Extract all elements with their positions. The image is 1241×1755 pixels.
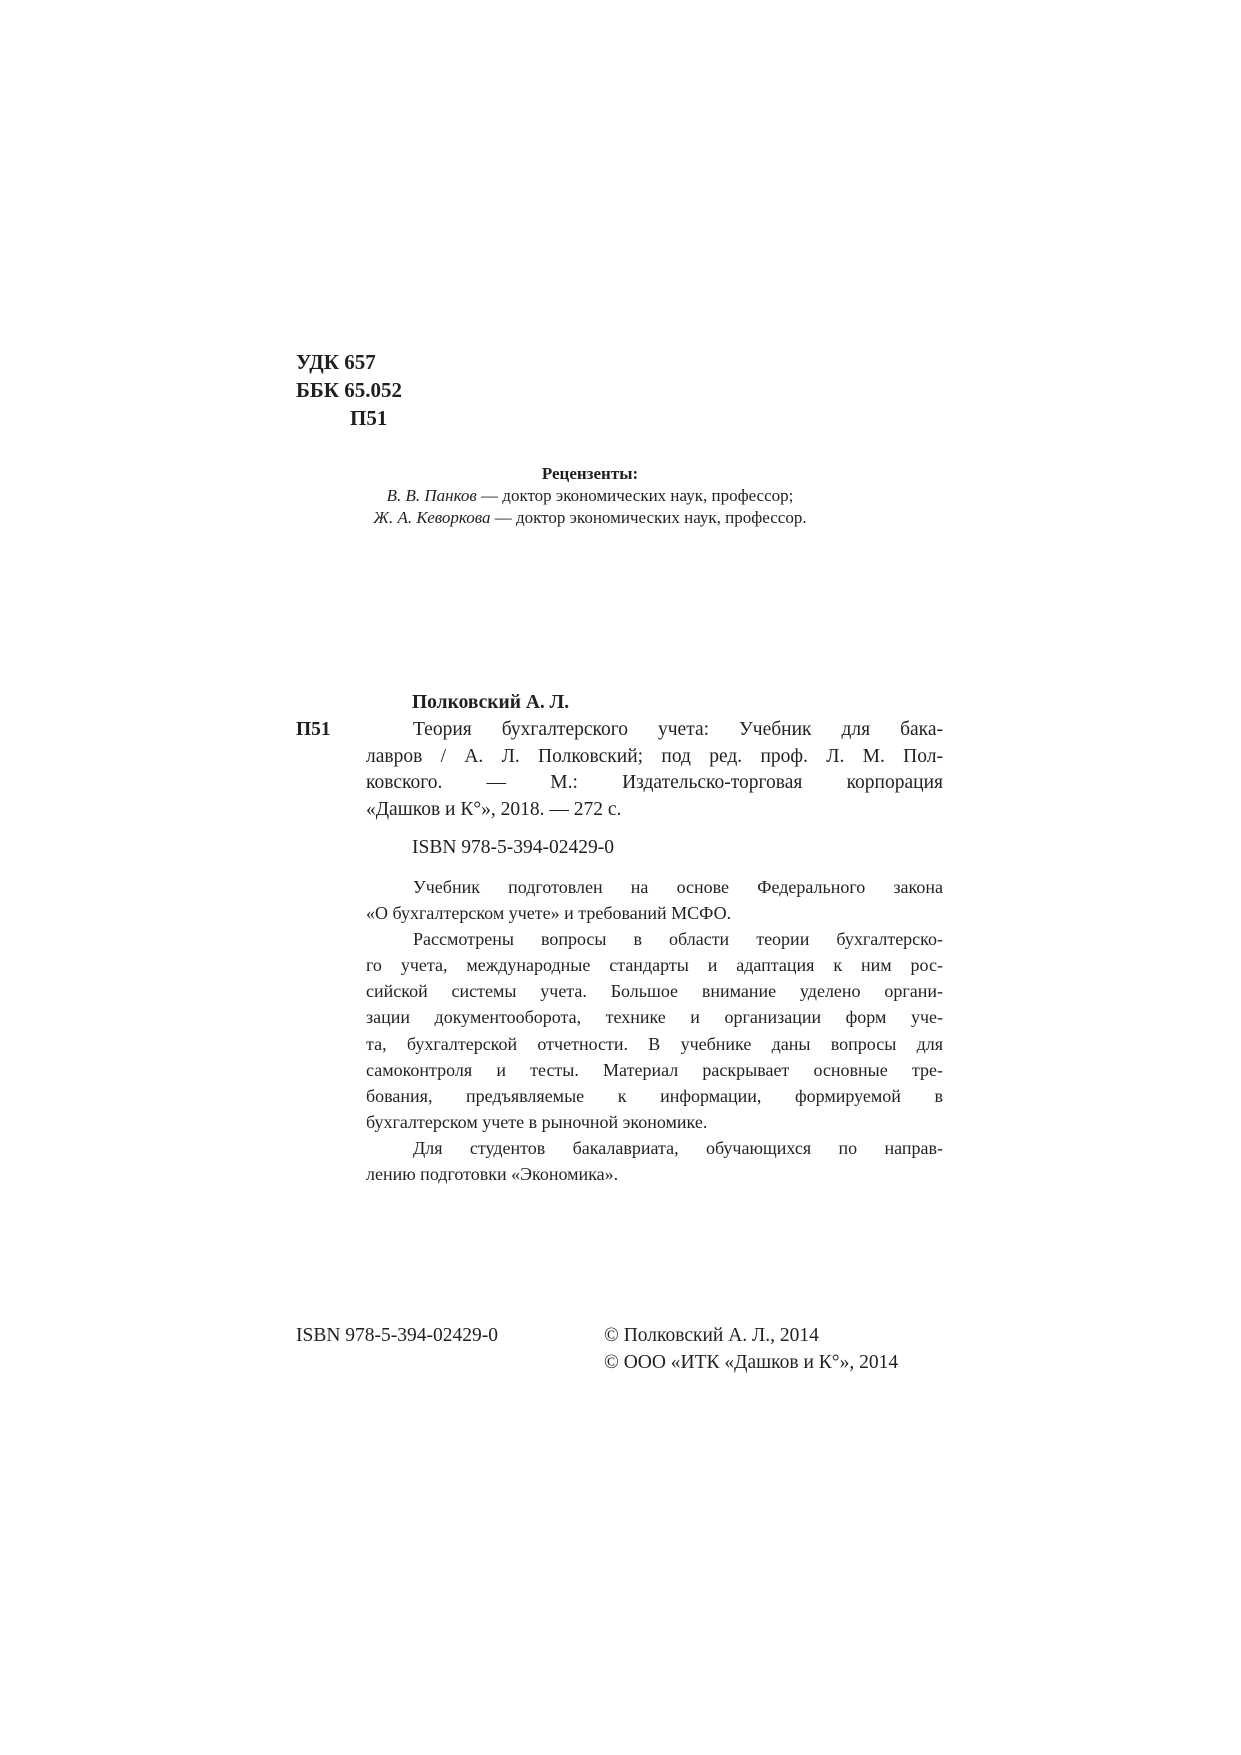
reviewer-1 [300, 485, 880, 507]
abstract-line: зации документооборота, технике и организации форм уче- [366, 1007, 943, 1028]
copyright-line: © Полковский А. Л., 2014 [604, 1325, 819, 1346]
record-line: «Дашков и К°», 2018. — 272 с. [366, 798, 622, 820]
reviewer-2 [300, 507, 880, 529]
udk-code: УДК 657 [296, 350, 376, 374]
bbk-code: ББК 65.052 [296, 378, 402, 402]
abstract-line: лению подготовки «Экономика». [366, 1164, 619, 1185]
abstract-line: бования, предъявляемые к информации, формируемой в [366, 1085, 943, 1106]
reviewer-description: — доктор экономических наук, профессор; [476, 486, 794, 505]
abstract-line: самоконтроля и тесты. Материал раскрывает основные тре- [366, 1059, 943, 1080]
record-line: лавров / А. Л. Полковский; под ред. проф. Л. М. Пол- [366, 745, 943, 767]
record-author-mark: П51 [296, 719, 331, 740]
copyright-line: © ООО «ИТК «Дашков и К°», 2014 [604, 1352, 899, 1373]
record-author: Полковский А. Л. [412, 692, 570, 713]
reviewer-name: Ж. А. Кеворкова [373, 508, 491, 527]
record-description [366, 717, 943, 823]
record-isbn: ISBN 978-5-394-02429-0 [412, 837, 615, 858]
abstract-line: «О бухгалтерском учете» и требований МСФО. [366, 903, 732, 924]
abstract-line: Учебник подготовлен на основе Федерального закона [413, 877, 943, 897]
footer-isbn: ISBN 978-5-394-02429-0 [296, 1325, 499, 1346]
reviewers-block [300, 463, 880, 529]
abstract-line: сийской системы учета. Большое внимание уделено органи- [366, 981, 943, 1002]
abstract-line: Для студентов бакалавриата, обучающихся по направ- [413, 1137, 943, 1158]
reviewer-name: В. В. Панков [386, 486, 477, 505]
record-line: Теория бухгалтерского учета: Учебник для бака- [413, 719, 943, 740]
abstract-line: бухгалтерском учете в рыночной экономике. [366, 1111, 708, 1132]
abstract-line: та, бухгалтерской отчетности. В учебнике даны вопросы для [366, 1033, 943, 1054]
abstract-line: Рассмотрены вопросы в области теории бухгалтерско- [413, 929, 943, 950]
abstract-line: го учета, международные стандарты и адаптация к ним рос- [366, 955, 943, 976]
abstract-block [366, 874, 943, 1187]
author-mark: П51 [350, 406, 388, 430]
reviewer-description: — доктор экономических наук, профессор. [490, 508, 807, 527]
record-line: ковского. — М.: Издательско-торговая корпорация [366, 772, 943, 793]
reviewers-heading: Рецензенты: [541, 464, 639, 483]
